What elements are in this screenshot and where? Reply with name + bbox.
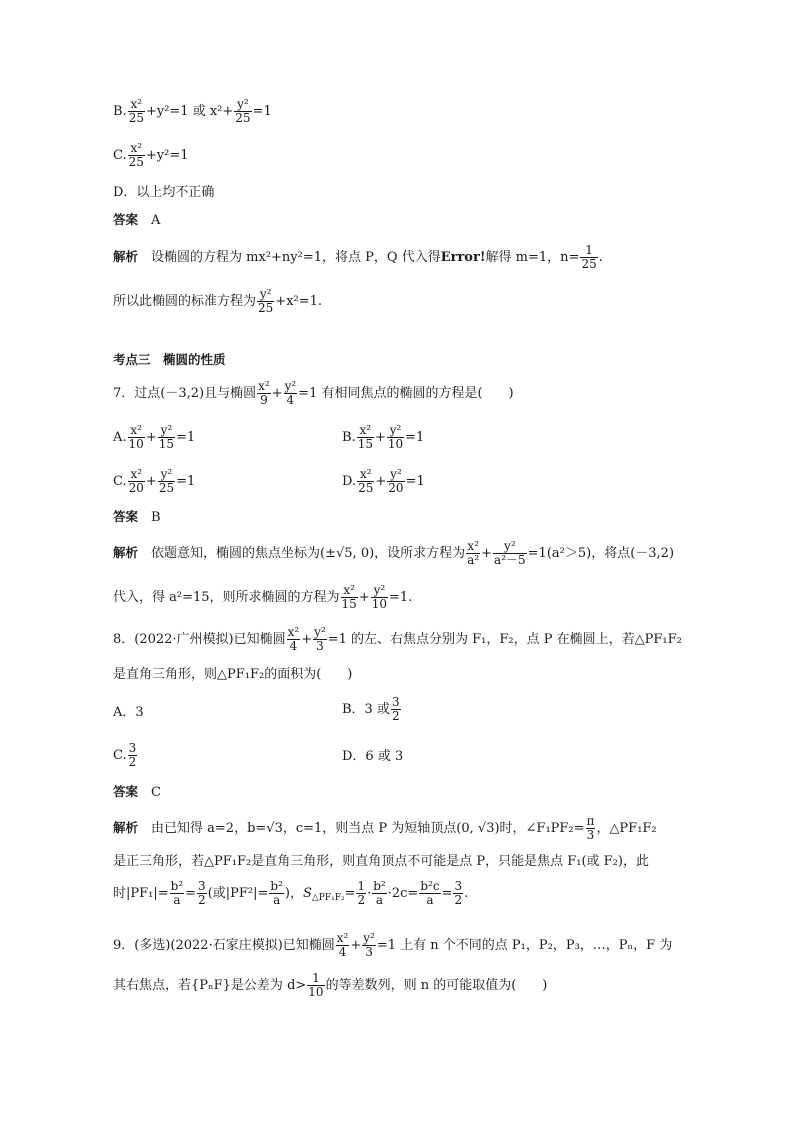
text: 所以此椭圆的标准方程为: [113, 294, 257, 309]
answer-value: C: [151, 785, 161, 800]
text: =1 有相同焦点的椭圆的方程是( ): [298, 386, 514, 401]
q8-option-a: A．3: [113, 705, 144, 720]
text: 设椭圆的方程为 mx²+ny²=1，将点 P，Q 代入得: [151, 250, 441, 265]
denominator: 25: [158, 481, 175, 495]
option-prefix: D.: [342, 474, 357, 489]
option-prefix: B.: [113, 104, 127, 119]
fraction: [158, 468, 175, 495]
denominator: a²: [467, 553, 480, 567]
denominator: 25: [358, 481, 374, 495]
denominator: 2: [454, 893, 463, 907]
fraction: [356, 880, 366, 907]
numerator: b²: [170, 879, 184, 893]
explanation-label: 解析: [113, 249, 139, 264]
option-prefix: C.: [113, 148, 127, 163]
q8-option-d: D．6 或 3: [342, 749, 404, 764]
text: 7．过点(－3,2)且与椭圆: [113, 386, 257, 401]
denominator: 15: [357, 437, 373, 451]
denominator: 3: [316, 639, 324, 653]
text: =1: [176, 474, 196, 489]
text: (或|PF²|=: [207, 886, 269, 901]
denominator: 2: [391, 709, 400, 723]
fraction: [170, 880, 185, 907]
numerator: 1: [580, 244, 597, 258]
text: ·: [367, 886, 372, 901]
fraction: [371, 584, 388, 611]
numerator: 3: [391, 695, 400, 709]
text: =1 上有 n 个不同的点 P₁，P₂，P₃，…，Pₙ，F 为: [376, 938, 673, 953]
numerator: y²: [363, 931, 375, 945]
explanation-label: 解析: [113, 820, 139, 835]
text: 依题意知，椭圆的焦点坐标为(±√5, 0)，设所求方程为: [151, 546, 466, 561]
denominator: 3: [586, 828, 595, 842]
q7-option-d: [342, 468, 425, 495]
explanation-8-line3: [113, 880, 468, 907]
denominator: 25: [128, 111, 144, 125]
numerator: y²: [493, 540, 527, 554]
q7-option-a: [113, 424, 195, 451]
text: +y²=1: [145, 148, 189, 163]
fraction: [372, 880, 387, 907]
numerator: 3: [128, 741, 137, 755]
text: ，△PF₁F₂: [596, 821, 657, 836]
numerator: x²: [467, 539, 479, 553]
text: =: [344, 886, 356, 901]
denominator: 15: [158, 437, 174, 451]
explanation-label: 解析: [113, 545, 139, 560]
text: =1.: [389, 590, 413, 605]
answer-value: B: [151, 510, 161, 525]
text: )，: [284, 886, 303, 901]
numerator: 3: [198, 879, 206, 893]
explanation-8-line2: 是正三角形，若△PF₁F₂是直角三角形，则直角顶点不可能是点 P，只能是焦点 F₁(或 F₂)，此: [113, 854, 649, 869]
fraction: [128, 98, 145, 125]
answer-label: 答案: [113, 784, 139, 799]
numerator: b²c: [420, 879, 440, 893]
numerator: y²: [387, 424, 404, 438]
text: +y²=1 或 x²+: [145, 104, 234, 119]
subscript: △PF₁F₂: [311, 893, 345, 903]
text: 代入，得 a²=15，则所求椭圆的方程为: [113, 590, 340, 605]
fraction: [158, 424, 175, 451]
numerator: y²: [234, 98, 251, 112]
text: +: [145, 430, 157, 445]
text: =1 的左、右焦点分别为 F₁，F₂，点 P 在椭圆上，若△PF₁F₂: [327, 632, 682, 647]
explanation-7-line1: [113, 540, 674, 567]
denominator: 2: [128, 755, 137, 769]
answer-value: A: [151, 213, 161, 228]
text: =1: [252, 104, 272, 119]
explanation-6-line2: [113, 288, 322, 315]
numerator: 1: [357, 879, 366, 893]
option-b: [113, 98, 272, 125]
text: .: [598, 250, 603, 265]
numerator: y²: [371, 584, 388, 598]
numerator: x²: [128, 142, 145, 156]
numerator: x²: [287, 625, 300, 639]
option-prefix: B.: [342, 430, 356, 445]
denominator: 10: [371, 597, 387, 611]
question-9-line2: [113, 972, 547, 999]
option-d: D．以上均不正确: [113, 185, 215, 200]
numerator: π: [586, 814, 595, 828]
answer-8: [113, 786, 161, 799]
denominator: 20: [128, 481, 144, 495]
numerator: y²: [314, 625, 326, 639]
text: +x²=1.: [275, 294, 323, 309]
denominator: 2: [198, 893, 206, 907]
text: +: [481, 546, 493, 561]
text: +: [271, 386, 283, 401]
numerator: x²: [336, 931, 349, 945]
answer-7: [113, 511, 161, 524]
numerator: y²: [284, 379, 297, 393]
fraction: [357, 424, 374, 451]
text: +: [358, 590, 370, 605]
denominator: 4: [338, 945, 347, 959]
denominator: 25: [128, 155, 144, 169]
numerator: x²: [128, 468, 145, 482]
section-heading: 考点三 椭圆的性质: [113, 352, 226, 367]
fraction: [586, 815, 596, 842]
text: =: [185, 886, 197, 901]
numerator: x²: [341, 584, 358, 598]
text: =1(a²＞5)，将点(－3,2): [527, 546, 675, 561]
denominator: a: [273, 893, 281, 907]
denominator: 10: [128, 437, 144, 451]
denominator: a: [426, 893, 434, 907]
text: +: [374, 430, 386, 445]
text: =1: [405, 474, 425, 489]
fraction: [257, 380, 271, 407]
denominator: a: [375, 893, 384, 907]
question-9-line1: [113, 932, 672, 959]
fraction: [269, 880, 284, 907]
fraction: [197, 880, 207, 907]
numerator: x²: [128, 424, 145, 438]
denominator: a: [173, 893, 181, 907]
text: 的等差数列，则 n 的可能取值为( ): [325, 978, 548, 993]
fraction: [362, 932, 376, 959]
fraction: [453, 880, 463, 907]
text: 由已知得 a=2，b=√3，c=1，则当点 P 为短轴顶点(0, √3)时，∠F₁PF₂=: [151, 821, 585, 836]
question-7: [113, 380, 514, 407]
fraction: [128, 742, 138, 769]
text: 9．(多选)(2022·石家庄模拟)已知椭圆: [113, 938, 335, 953]
numerator: y²: [158, 468, 175, 482]
text: =: [441, 886, 453, 901]
denominator: 10: [308, 985, 324, 999]
question-8-line2: 是直角三角形，则△PF₁F₂的面积为( ): [113, 667, 353, 682]
numerator: 3: [454, 879, 463, 893]
fraction: [419, 880, 440, 907]
fraction: [287, 626, 301, 653]
text: =1: [176, 430, 196, 445]
denominator: a²－5: [494, 553, 526, 567]
numerator: y²: [158, 424, 175, 438]
fraction: [387, 468, 404, 495]
numerator: x²: [258, 379, 270, 393]
q7-option-c: [113, 468, 195, 495]
text: 时|PF₁|=: [113, 886, 169, 901]
q8-option-c: [113, 742, 138, 769]
answer-6: [113, 214, 160, 227]
option-c: [113, 142, 189, 169]
text: =1: [405, 430, 425, 445]
text: .: [464, 886, 469, 901]
fraction: [580, 244, 597, 271]
q7-option-b: [342, 424, 424, 451]
option-prefix: C.: [113, 748, 127, 763]
fraction: [284, 380, 298, 407]
denominator: 25: [235, 111, 251, 125]
fraction: [313, 626, 327, 653]
numerator: 1: [307, 972, 324, 986]
numerator: x²: [357, 468, 374, 482]
text: 其右焦点，若{PₙF}是公差为 d>: [113, 978, 307, 993]
denominator: 20: [388, 481, 404, 495]
fraction: [493, 540, 527, 567]
text: +: [350, 938, 362, 953]
numerator: b²: [270, 879, 283, 893]
denominator: 25: [581, 257, 597, 271]
denominator: 15: [341, 597, 357, 611]
question-8-line1: [113, 626, 682, 653]
numerator: x²: [128, 98, 145, 112]
fraction: [341, 584, 358, 611]
fraction: [387, 424, 404, 451]
fraction: [466, 540, 480, 567]
denominator: 4: [289, 639, 298, 653]
denominator: 3: [365, 945, 373, 959]
numerator: y²: [257, 288, 274, 302]
denominator: 25: [258, 301, 274, 315]
option-prefix: C.: [113, 474, 127, 489]
fraction: [307, 972, 324, 999]
explanation-6-line1: [113, 244, 603, 271]
text: S: [302, 886, 312, 901]
option-prefix: A.: [113, 430, 127, 445]
fraction: [128, 424, 145, 451]
fraction: [336, 932, 350, 959]
denominator: 4: [286, 393, 295, 407]
text: 8．(2022·广州模拟)已知椭圆: [113, 632, 286, 647]
fraction: [128, 142, 145, 169]
fraction: [234, 98, 251, 125]
text: +: [145, 474, 157, 489]
numerator: x²: [357, 424, 374, 438]
fraction: [357, 468, 374, 495]
denominator: 10: [387, 437, 404, 451]
denominator: 2: [357, 893, 366, 907]
numerator: y²: [387, 468, 404, 482]
fraction: [257, 288, 274, 315]
answer-label: 答案: [113, 212, 139, 227]
denominator: 9: [260, 393, 268, 407]
text: B．3 或: [342, 702, 390, 717]
text: +: [375, 474, 387, 489]
explanation-8-line1: [113, 815, 657, 842]
text: +: [301, 632, 313, 647]
error-text: Error!: [440, 250, 486, 265]
text: ·2c=: [387, 886, 419, 901]
fraction: [128, 468, 145, 495]
answer-label: 答案: [113, 509, 139, 524]
explanation-7-line2: [113, 584, 412, 611]
text: 解得 m=1，n=: [485, 250, 580, 265]
numerator: b²: [373, 879, 386, 893]
q8-option-b: [342, 696, 402, 723]
fraction: [391, 696, 401, 723]
